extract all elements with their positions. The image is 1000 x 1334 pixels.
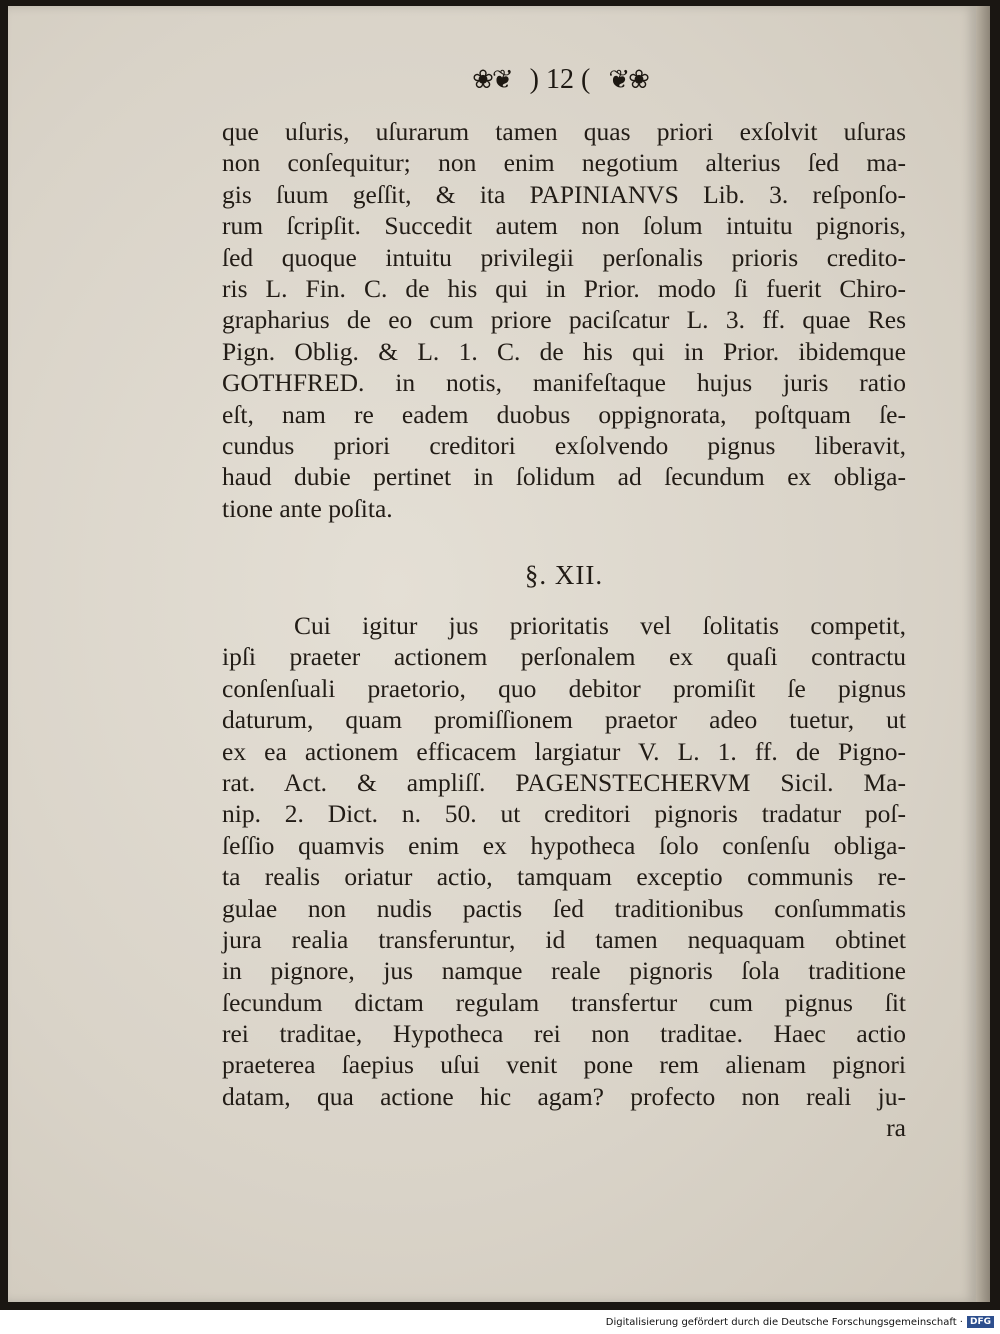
section-heading: §. XII. [524,560,604,590]
text-line: ris L. Fin. C. de his qui in Prior. modo ſi fuerit Chiro- [222,273,906,303]
text-line: nip. 2. Dict. n. 50. ut creditori pignoris tradatur poſ- [222,799,906,829]
text-line: ſecundum dictam regulam transfertur cum pignus ſit [222,987,906,1017]
paragraph-bottom [222,610,906,1144]
ornament-right-icon: ❦❀ [608,65,648,95]
text-line: ta realis oriatur actio, tamquam exceptio communis re- [222,862,906,892]
page-edge [976,6,990,1302]
text-line: ipſi praeter actionem perſonalem ex quaſi contractu [222,642,906,672]
text-line: haud dubie pertinet in ſolidum ad ſecundum ex obliga- [222,462,906,492]
text-line: Cui igitur jus prioritatis vel ſolitatis competit, [294,611,906,640]
text-line: cundus priori creditori exſolvendo pignus liberavit, [222,430,906,460]
catchword: ra [886,1113,906,1143]
text-line: ex ea actionem efficacem largiatur V. L. 1. ff. de Pigno- [222,736,906,766]
text-line: GOTHFRED. in notis, manifeſtaque hujus juris ratio [222,368,906,398]
text-line: daturum, quam promiſſionem praetor adeo tuetur, ut [222,705,906,735]
text-line: eſt, nam re eadem duobus oppignorata, poſtquam ſe- [222,399,906,429]
text-line: rei traditae, Hypotheca rei non traditae. Haec actio [222,1019,906,1049]
digitization-footer [0,1310,1000,1334]
text-line: non conſequitur; non enim negotium alterius ſed ma- [222,148,906,178]
footer-credit: Digitalisierung gefördert durch die Deutsche Forschungsgemeinschaft · [605,1316,963,1328]
text-line: conſenſuali praetorio, quo debitor promiſit ſe pignus [222,673,906,703]
text-line: Pign. Oblig. & L. 1. C. de his qui in Prior. ibidemque [222,336,906,366]
text-line: ſed quoque intuitu privilegii perſonalis prioris credito- [222,242,906,272]
text-line: gis ſuum geſſit, & ita PAPINIANVS Lib. 3. reſponſo- [222,179,906,209]
text-line: praeterea ſaepius uſui venit pone rem alienam pignori [222,1050,906,1080]
text-line: que uſuris, uſurarum tamen quas priori exſolvit uſuras [222,117,906,146]
text-line: tione ante poſita. [222,493,393,523]
text-line: in pignore, jus namque reale pignoris ſola traditione [222,956,906,986]
ornament-left-icon: ❀❦ [472,65,512,95]
text-line: datam, qua actione hic agam? profecto non reali ju- [222,1081,906,1111]
text-line: gulae non nudis pactis ſed traditionibus conſummatis [222,893,906,923]
text-line: jura realia transferuntur, id tamen nequaquam obtinet [222,924,906,954]
text-line: rum ſcripſit. Succedit autem non ſolum intuitu pignoris, [222,211,906,241]
running-head [420,60,700,100]
paragraph-top [222,116,906,524]
page-number: ) 12 ( [529,64,591,95]
dfg-logo: DFG [967,1316,994,1328]
text-line: grapharius de eo cum priore paciſcatur L. 3. ff. quae Res [222,305,906,335]
text-line: rat. Act. & ampliſſ. PAGENSTECHERVM Sicil. Ma- [222,767,906,797]
text-line: ſeſſio quamvis enim ex hypotheca ſolo conſenſu obliga- [222,830,906,860]
